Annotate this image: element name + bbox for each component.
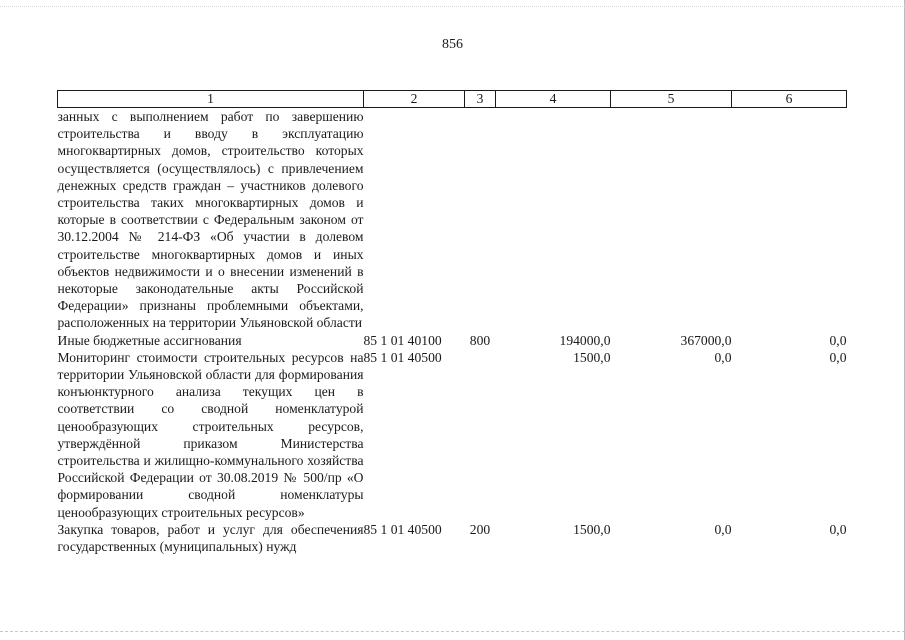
row-name: Мониторинг стоимости строительных ресурсов на территории Ульяновской области для формирования конъюнктурного анализа текущих цен в соответствии со сводной номенклатурой ценообразующих строительных ресурсов, утверждённой приказом Министерства строительства и жилищно-коммунального хозяйства Российской Федерации от 30.08.2019 № 500/пр «О формировании сводной номенклатуры ценообразующих строительных ресурсов» [57,349,364,520]
column-header-4: 4 [496,91,611,108]
row-code: 85 1 01 40500 [363,349,442,365]
row-value-5 [611,108,732,332]
row-code [364,108,465,332]
column-header-6: 6 [732,91,847,108]
row-value-4: 1500,0 [573,521,611,537]
row-name: занных с выполнением работ по завершению строительства и вводу в эксплуатацию многоквартирных домов, строительство которых осуществляется (осуществлялось) с привлечением денежных средств граждан – участников долевого строительства таких многоквартирных домов и которые в соответствии с Федеральным законом от 30.12.2004 № 214-ФЗ «Об участии в долевом строительстве многоквартирных домов и иных объектов недвижимости и о внесении изменений в некоторые законодательные акты Российской Федерации» признаны проблемными объектами, расположенных на территории Ульяновской области [57,109,364,331]
page-number: 856 [442,37,463,52]
row-value-4 [496,108,611,332]
row-value-4: 1500,0 [573,349,611,365]
row-code: 85 1 01 40500 [363,521,442,537]
row-name: Закупка товаров, работ и услуг для обеспечения государственных (муниципальных) нужд [57,521,364,555]
row-value-5: 0,0 [714,521,732,537]
scan-artifact-top [0,6,905,7]
header-row [58,91,847,108]
column-header-3: 3 [465,91,496,108]
table-body [58,108,847,556]
row-value-5: 0,0 [714,349,732,365]
row-value-4: 194000,0 [559,332,611,348]
table-row [58,349,847,521]
row-value-6: 0,0 [829,332,847,348]
row-value-6: 0,0 [829,521,847,537]
row-type [465,108,496,332]
row-value-5: 367000,0 [680,332,732,348]
row-name: Иные бюджетные ассигнования [57,332,242,348]
table-row [58,521,847,555]
column-header-5: 5 [611,91,732,108]
row-value-6: 0,0 [829,349,847,365]
row-value-6 [732,108,847,332]
column-header-1: 1 [58,91,364,108]
table-row [58,332,847,349]
row-type [465,349,496,521]
scan-artifact-bottom [0,631,905,632]
table-header [58,91,847,108]
row-code: 85 1 01 40100 [363,332,442,348]
budget-table [57,90,847,555]
table-row [58,108,847,332]
row-type: 200 [469,521,491,537]
row-type: 800 [469,332,491,348]
column-header-2: 2 [364,91,465,108]
